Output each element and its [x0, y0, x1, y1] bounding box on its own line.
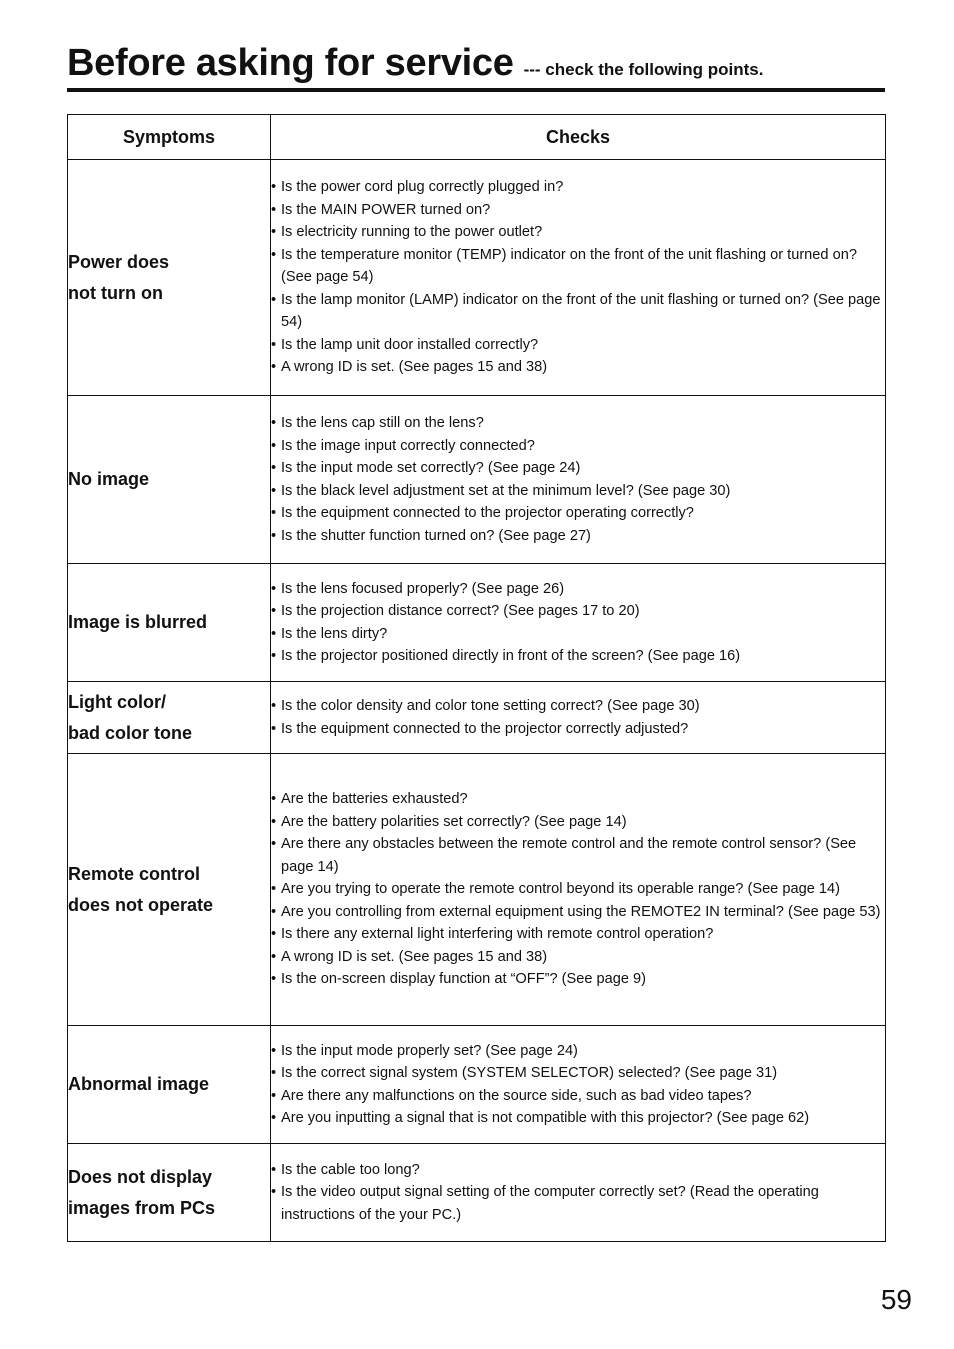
check-item: • Is the equipment connected to the projector operating correctly? [271, 502, 885, 525]
check-item: • Is the video output signal setting of the computer correctly set? (Read the operating instructions of the your PC.) [271, 1181, 885, 1226]
check-item: • Is the power cord plug correctly plugged in? [271, 176, 885, 199]
symptom-cell [68, 564, 271, 682]
check-item: • Are you inputting a signal that is not compatible with this projector? (See page 62) [271, 1107, 885, 1130]
check-item: • Is the correct signal system (SYSTEM SELECTOR) selected? (See page 31) [271, 1062, 885, 1085]
symptom-cell [68, 1026, 271, 1144]
check-item: • Is the lens focused properly? (See page 26) [271, 578, 885, 601]
symptom-line: Power does [68, 251, 170, 272]
symptom-line: Image is blurred [68, 612, 208, 632]
check-item: • Is the lamp unit door installed correctly? [271, 334, 885, 357]
check-item: • Are you controlling from external equipment using the REMOTE2 IN terminal? (See page 53) [271, 901, 885, 924]
checks-column-header: Checks [271, 115, 886, 160]
symptom-line: Abnormal image [68, 1074, 210, 1094]
page-number: 59 [880, 1284, 912, 1315]
check-item: • A wrong ID is set. (See pages 15 and 38) [271, 356, 885, 379]
table-row [68, 1144, 886, 1242]
page-header [67, 38, 885, 92]
checks-cell [271, 396, 886, 564]
checks-cell [271, 754, 886, 1026]
check-item: • Is the lens cap still on the lens? [271, 412, 885, 435]
check-item: • Are you trying to operate the remote control beyond its operable range? (See page 14) [271, 878, 885, 901]
symptom-cell [68, 160, 271, 396]
symptom-line: Light color/ [68, 691, 166, 712]
check-item: • Is the lamp monitor (LAMP) indicator on the front of the unit flashing or turned on? (See page 54) [271, 289, 885, 334]
table-header-row [68, 115, 886, 160]
check-item: • Are the battery polarities set correctly? (See page 14) [271, 811, 885, 834]
check-item: • Is the projection distance correct? (See pages 17 to 20) [271, 600, 885, 623]
table-row [68, 396, 886, 564]
symptom-cell [68, 682, 271, 754]
check-item: • A wrong ID is set. (See pages 15 and 38) [271, 946, 885, 969]
checks-cell [271, 160, 886, 396]
checks-cell [271, 564, 886, 682]
check-list [271, 176, 885, 379]
check-list [271, 1040, 885, 1130]
symptom-line: No image [68, 469, 150, 489]
symptom-line: bad color tone [68, 722, 193, 743]
check-item: • Are there any obstacles between the remote control and the remote control sensor? (See page 14) [271, 833, 885, 878]
troubleshooting-table [67, 114, 886, 1242]
table-row [68, 754, 886, 1026]
page-subtitle: --- check the following points. [523, 60, 764, 79]
symptom-cell [68, 754, 271, 1026]
table-row [68, 564, 886, 682]
symptom-line: images from PCs [68, 1197, 216, 1218]
check-list [271, 1159, 885, 1227]
check-item: • Is the projector positioned directly in front of the screen? (See page 16) [271, 645, 885, 668]
table-row [68, 1026, 886, 1144]
checks-cell [271, 1144, 886, 1242]
check-item: • Is the MAIN POWER turned on? [271, 199, 885, 222]
check-item: • Is the input mode set correctly? (See page 24) [271, 457, 885, 480]
checks-cell [271, 1026, 886, 1144]
check-item: • Is the cable too long? [271, 1159, 885, 1182]
symptoms-column-header: Symptoms [68, 115, 271, 160]
checks-cell [271, 682, 886, 754]
symptom-line: Remote control [68, 863, 201, 884]
check-item: • Is the black level adjustment set at the minimum level? (See page 30) [271, 480, 885, 503]
check-list [271, 578, 885, 668]
symptom-line: does not operate [68, 894, 214, 915]
symptom-cell [68, 396, 271, 564]
check-item: • Are the batteries exhausted? [271, 788, 885, 811]
symptom-cell [68, 1144, 271, 1242]
symptom-line: not turn on [68, 282, 163, 303]
check-item: • Is the on-screen display function at “OFF”? (See page 9) [271, 968, 885, 991]
page-title: Before asking for service [67, 42, 514, 84]
check-item: • Is the temperature monitor (TEMP) indicator on the front of the unit flashing or turned on? (See page 54) [271, 244, 885, 289]
check-item: • Is the input mode properly set? (See page 24) [271, 1040, 885, 1063]
table-row [68, 682, 886, 754]
symptom-line: Does not display [68, 1166, 213, 1187]
check-item: • Is there any external light interfering with remote control operation? [271, 923, 885, 946]
table-row [68, 160, 886, 396]
check-item: • Are there any malfunctions on the source side, such as bad video tapes? [271, 1085, 885, 1108]
check-list [271, 412, 885, 547]
check-item: • Is the equipment connected to the projector correctly adjusted? [271, 718, 885, 741]
check-item: • Is the lens dirty? [271, 623, 885, 646]
check-item: • Is the color density and color tone setting correct? (See page 30) [271, 695, 885, 718]
check-list [271, 788, 885, 991]
check-list [271, 695, 885, 740]
check-item: • Is the shutter function turned on? (See page 27) [271, 525, 885, 548]
check-item: • Is electricity running to the power outlet? [271, 221, 885, 244]
check-item: • Is the image input correctly connected? [271, 435, 885, 458]
